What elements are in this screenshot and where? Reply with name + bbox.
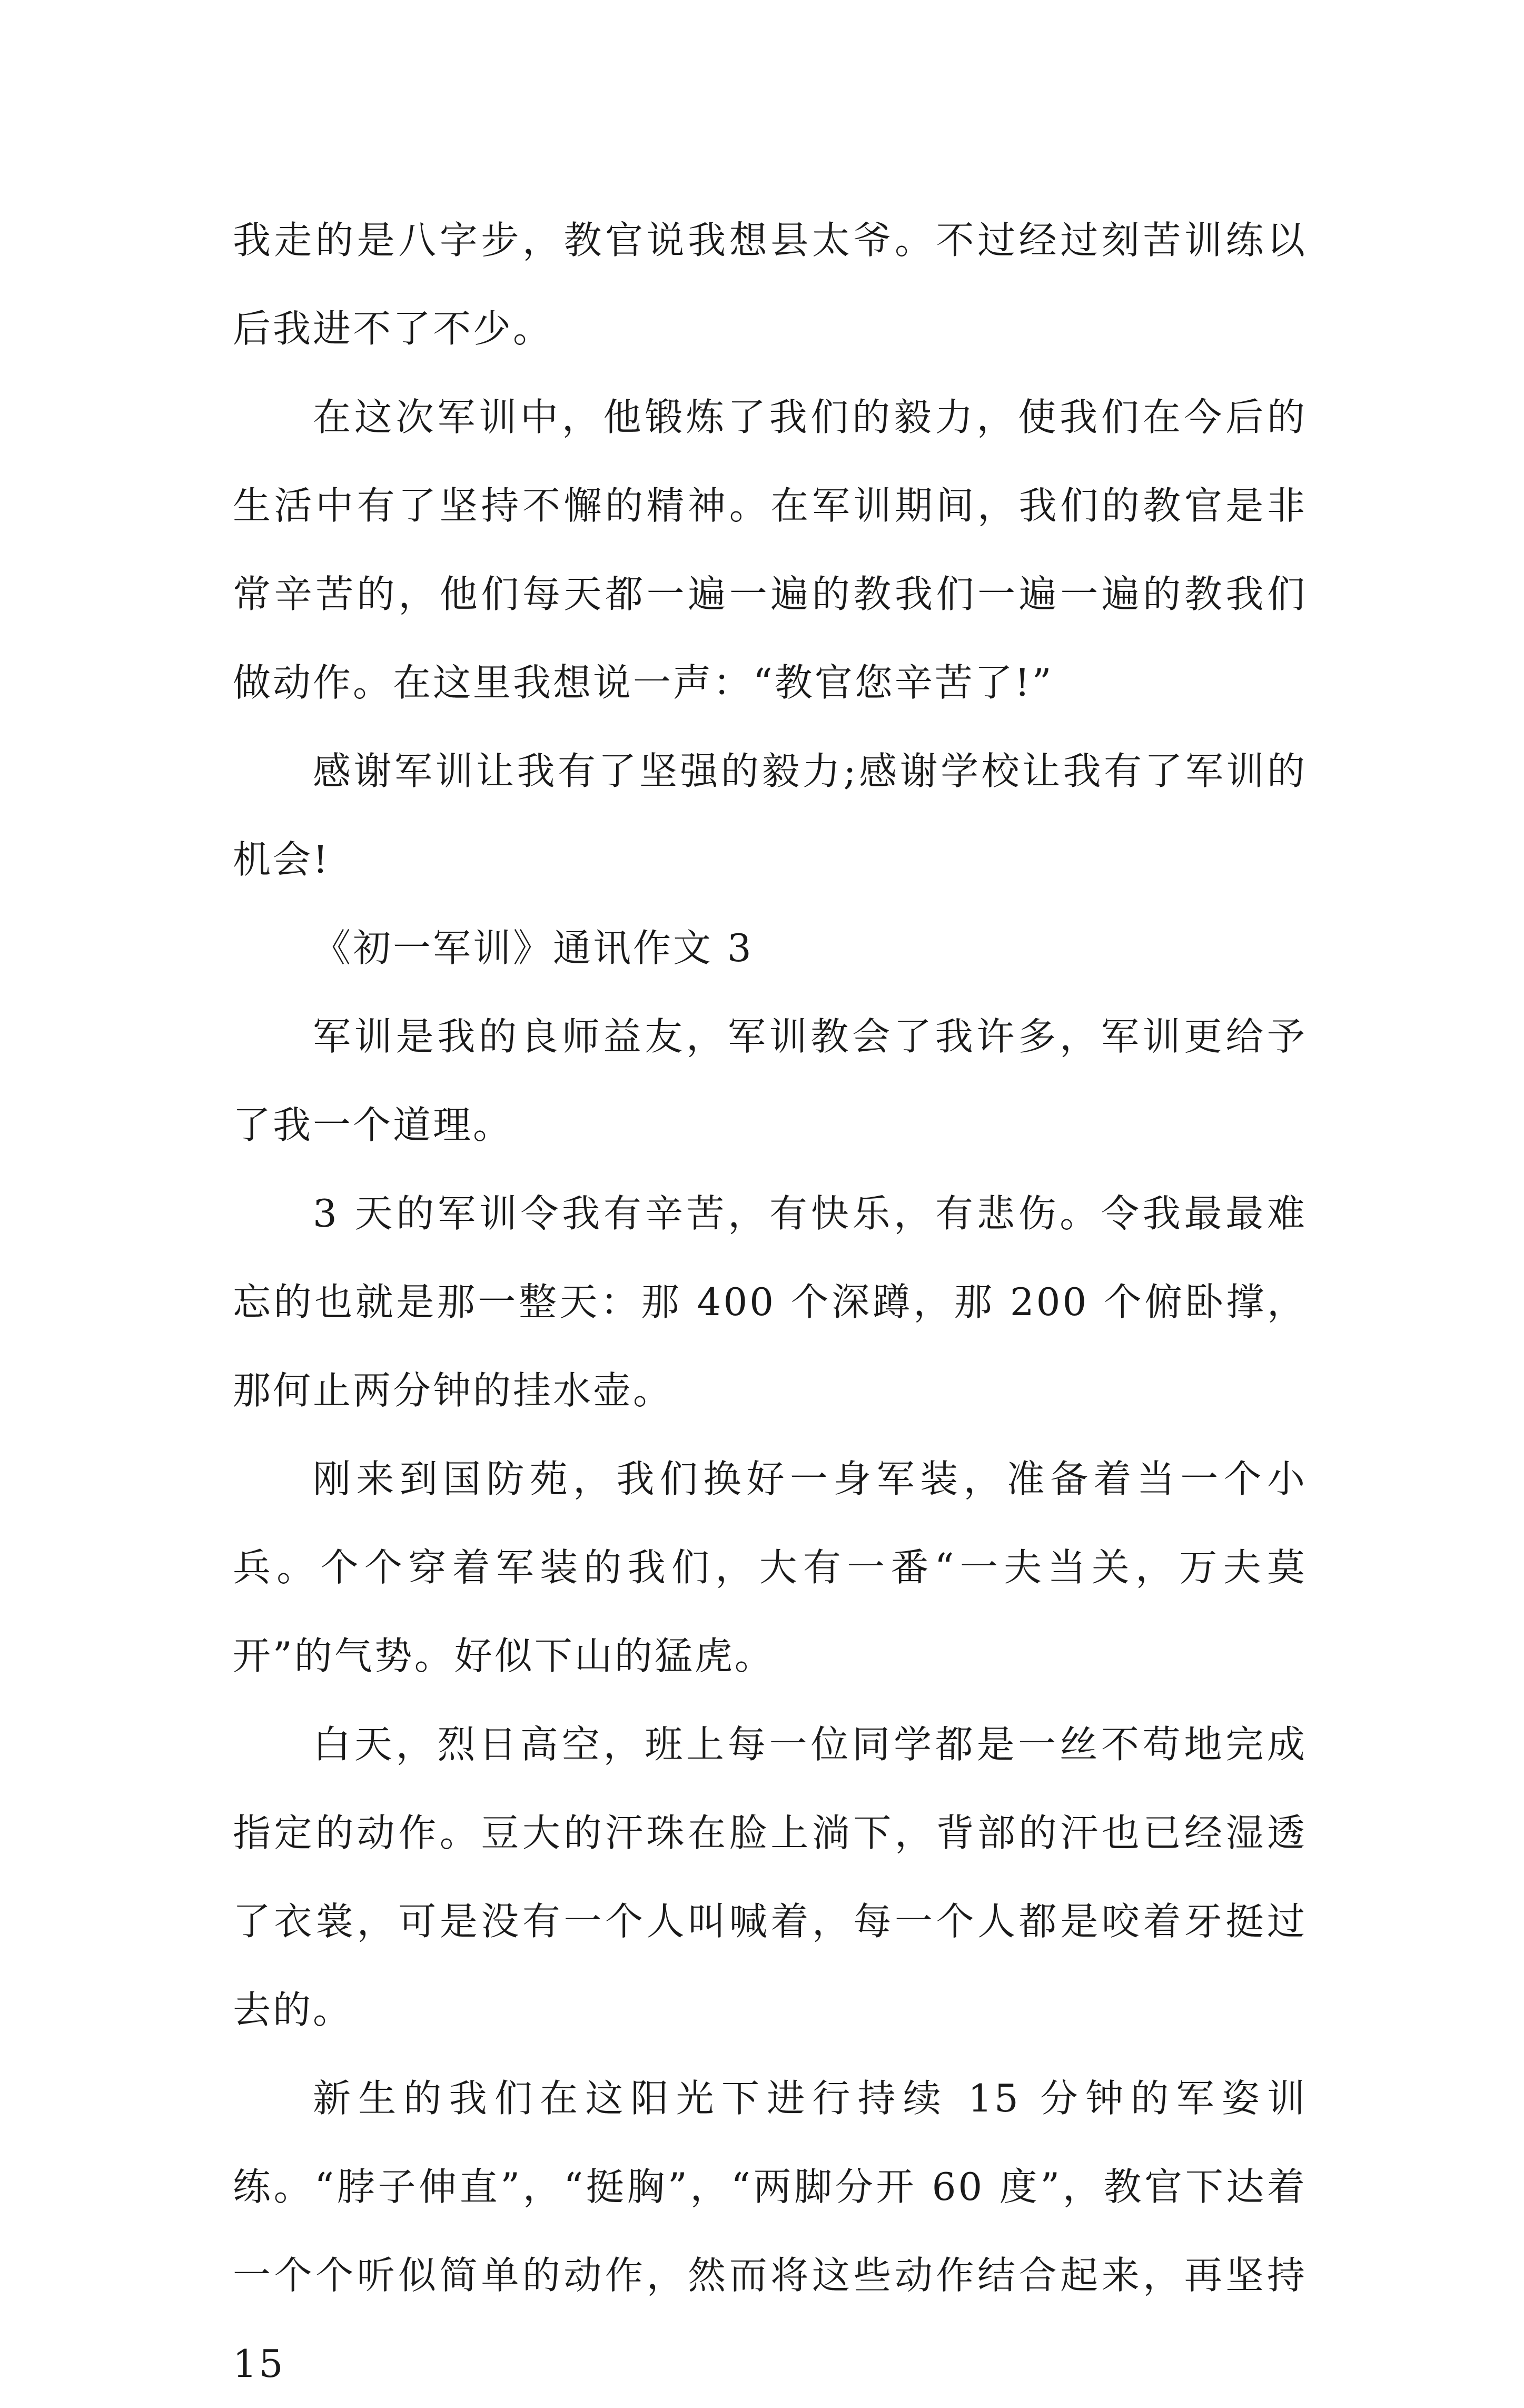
paragraph-6: 3 天的军训令我有辛苦，有快乐，有悲伤。令我最最难忘的也就是那一整天：那 400 个深蹲，那 200 个俯卧撑，那何止两分钟的挂水壶。 <box>233 1191 1307 1413</box>
paragraph-8: 白天，烈日高空，班上每一位同学都是一丝不苟地完成指定的动作。豆大的汗珠在脸上淌下，背部的汗也已经湿透了衣裳，可是没有一个人叫喊着，每一个人都是咬着牙挺过去的。 <box>233 1722 1307 2032</box>
paragraph-7: 刚来到国防苑，我们换好一身军装，准备着当一个小兵。个个穿着军装的我们，大有一番“一夫当关，万夫莫开”的气势。好似下山的猛虎。 <box>233 1457 1307 1678</box>
section-heading: 《初一军训》通讯作文 3 <box>313 926 754 970</box>
document-body <box>233 196 1307 2408</box>
paragraph-3: 感谢军训让我有了坚强的毅力;感谢学校让我有了军训的机会! <box>233 749 1307 882</box>
paragraph-2: 在这次军训中，他锻炼了我们的毅力，使我们在今后的生活中有了坚持不懈的精神。在军训期间，我们的教官是非常辛苦的，他们每天都一遍一遍的教我们一遍一遍的教我们做动作。在这里我想说一声：“教官您辛苦了!” <box>233 395 1307 705</box>
paragraph-1: 我走的是八字步，教官说我想县太爷。不过经过刻苦训练以后我进不了不少。 <box>233 218 1307 351</box>
paragraph-9: 新生的我们在这阳光下进行持续 15 分钟的军姿训练。“脖子伸直”，“挺胸”，“两脚分开 60 度”，教官下达着一个个听似简单的动作，然而将这些动作结合起来，再坚持 15 <box>233 2076 1307 2386</box>
paragraph-5: 军训是我的良师益友，军训教会了我许多，军训更给予了我一个道理。 <box>233 1014 1307 1147</box>
